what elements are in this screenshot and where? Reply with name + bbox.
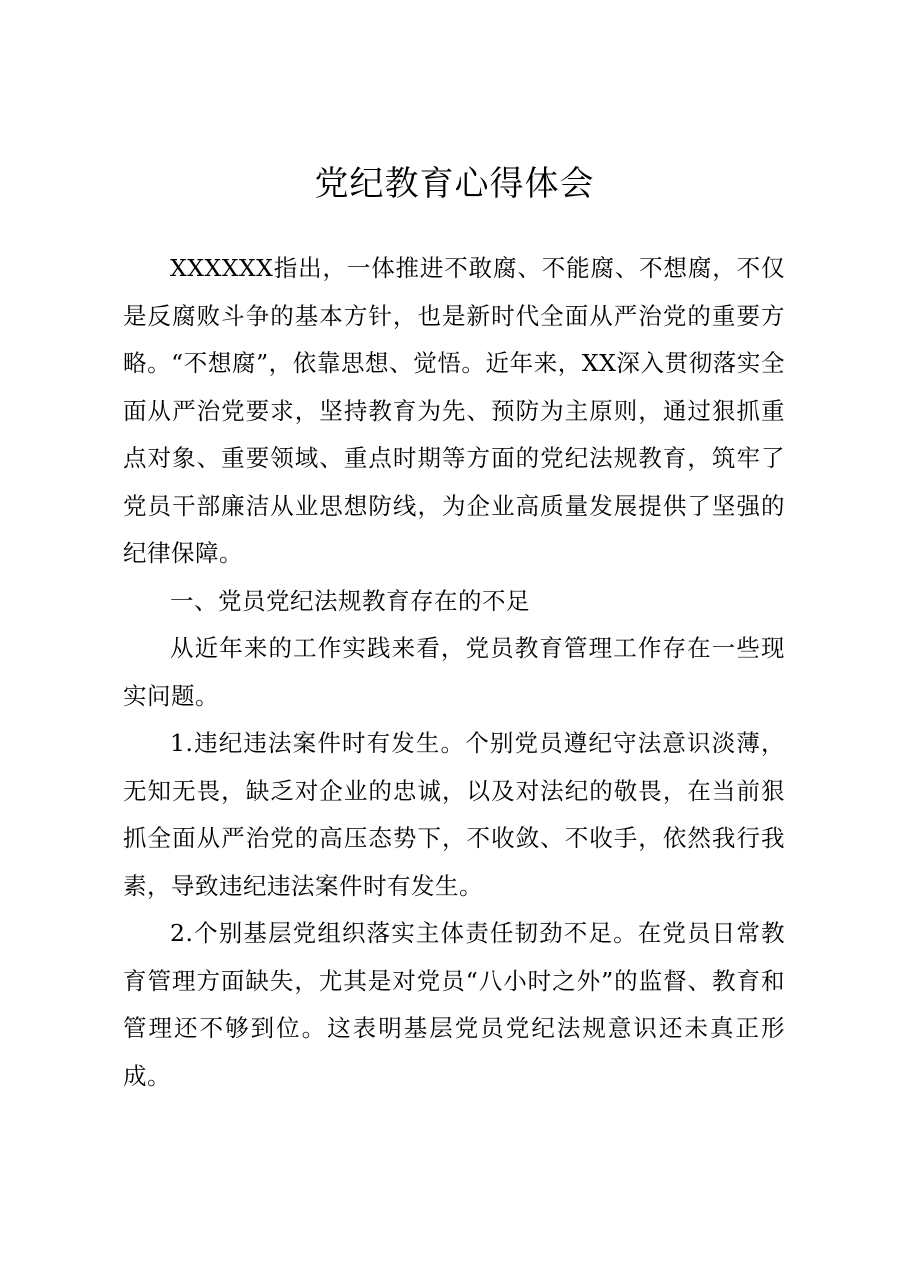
document-body [123,245,785,1100]
point-2-paragraph: 2.个别基层党组织落实主体责任韧劲不足。在党员日常教育管理方面缺失，尤其是对党员“八小时之外”的监督、教育和管理还不够到位。这表明基层党员党纪法规意识还未真正形成。 [123,919,785,1090]
point-1-paragraph: 1.违纪违法案件时有发生。个别党员遵纪守法意识淡薄，无知无畏，缺乏对企业的忠诚，以及对法纪的敬畏，在当前狠抓全面从严治党的高压态势下，不收敛、不收手，依然我行我素，导致违纪违法案件时有发生。 [123,729,785,900]
intro-paragraph: XXXXXX指出，一体推进不敢腐、不能腐、不想腐，不仅是反腐败斗争的基本方针，也是新时代全面从严治党的重要方略。“不想腐”，依靠思想、觉悟。近年来，XX深入贯彻落实全面从严治党要求，坚持教育为先、预防为主原则，通过狠抓重点对象、重要领域、重点时期等方面的党纪法规教育，筑牢了党员干部廉洁从业思想防线，为企业高质量发展提供了坚强的纪律保障。 [123,254,785,567]
section-intro-paragraph: 从近年来的工作实践来看，党员教育管理工作存在一些现实问题。 [123,634,785,710]
section-heading: 一、党员党纪法规教育存在的不足 [170,586,530,615]
document-title: 党纪教育心得体会 [314,164,595,204]
